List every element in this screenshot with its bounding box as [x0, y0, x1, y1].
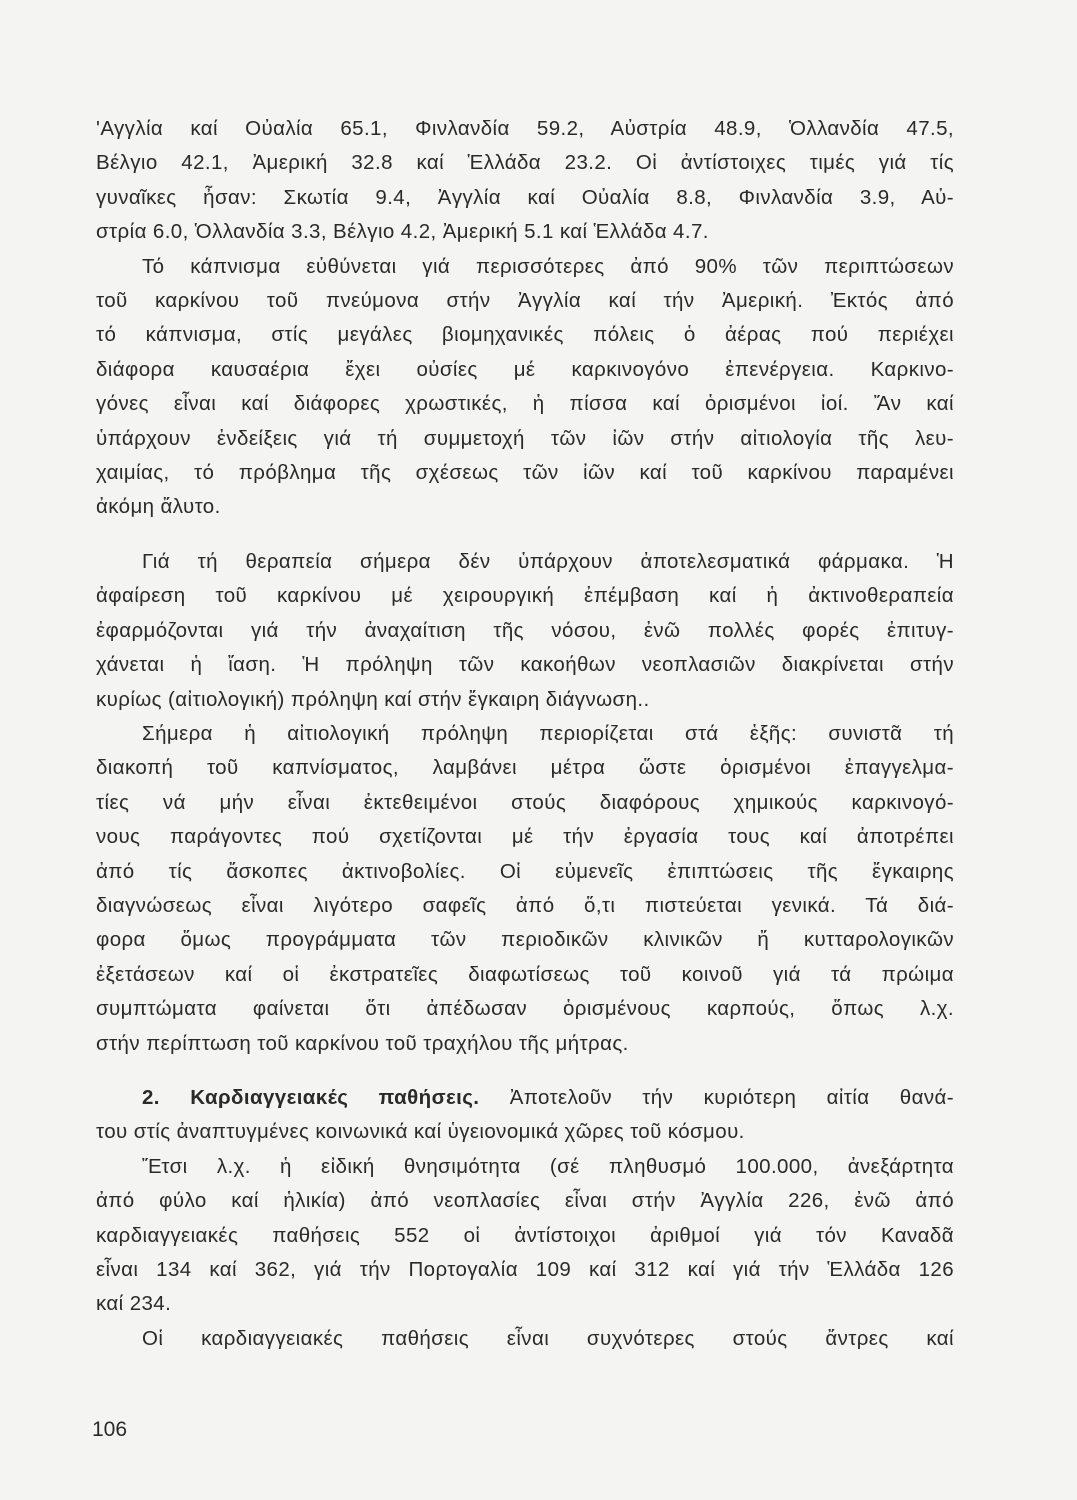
text-line	[96, 751, 954, 785]
line-text: ἀφαίρεση τοῦ καρκίνου μέ χειρουργική ἐπέμβαση καί ἡ ἀκτινοθεραπεία	[96, 584, 954, 608]
line-text: διακοπή τοῦ καπνίσματος, λαμβάνει μέτρα ὥστε ὁρισμένοι ἐπαγγελμα-	[96, 756, 954, 780]
line-text: κυρίως (αἰτιολογική) πρόληψη καί στήν ἔγκαιρη διάγνωση..	[96, 687, 650, 711]
line-text: χαιμίας, τό πρόβλημα τῆς σχέσεως τῶν ἰῶν καί τοῦ καρκίνου παραμένει	[96, 461, 954, 485]
text-line	[96, 855, 954, 889]
text-line	[96, 683, 954, 717]
line-text: ἀκόμη ἄλυτο.	[96, 495, 221, 519]
line-text: Γιά τή θεραπεία σήμερα δέν ὑπάρχουν ἀποτελεσματικά φάρμακα. Ἡ	[142, 549, 954, 573]
line-text: εἶναι 134 καί 362, γιά τήν Πορτογαλία 109 καί 312 καί γιά τήν Ἑλλάδα 126	[96, 1258, 954, 1281]
text-line	[96, 318, 954, 352]
text-line	[96, 1322, 954, 1356]
text-line	[96, 820, 954, 854]
line-text: νους παράγοντες πού σχετίζονται μέ τήν ἐργασία τους καί ἀποτρέπει	[96, 825, 954, 849]
line-text: ἐξετάσεων καί οἱ ἐκστρατεῖες διαφωτίσεως τοῦ κοινοῦ γιά τά πρώιμα	[96, 962, 954, 986]
line-text: φορα ὅμως προγράμματα τῶν περιοδικῶν κλινικῶν ἤ κυτταρολογικῶν	[96, 928, 954, 952]
text-line	[96, 1253, 954, 1287]
line-text: Βέλγιο 42.1, Ἀμερική 32.8 καί Ἑλλάδα 23.2. Οἱ ἀντίστοιχες τιμές γιά τίς	[96, 151, 954, 175]
line-text: διάφορα καυσαέρια ἔχει οὐσίες μέ καρκινογόνο ἐπενέργεια. Καρκινο-	[96, 357, 954, 381]
line-text: τό κάπνισμα, στίς μεγάλες βιομηχανικές πόλεις ὁ ἀέρας πού περιέχει	[96, 323, 954, 347]
paragraph-gap	[96, 1061, 954, 1081]
text-line	[96, 958, 954, 992]
text-line	[96, 146, 954, 180]
line-text: τίες νά μήν εἶναι ἐκτεθειμένοι στούς διαφόρους χημικούς καρκινογό-	[96, 790, 954, 814]
text-line	[96, 648, 954, 682]
line-text: Ἀποτελοῦν τήν κυριότερη αἰτία θανά-	[479, 1085, 954, 1109]
paragraph-gap	[96, 525, 954, 545]
page-text	[96, 112, 954, 1356]
paragraph	[96, 112, 954, 250]
line-text: ὑπάρχουν ἐνδείξεις γιά τή συμμετοχή τῶν ἰῶν στήν αἰτιολογία τῆς λευ-	[96, 426, 954, 450]
paragraph	[96, 1322, 954, 1356]
line-text: καί 234.	[96, 1292, 172, 1316]
text-line	[96, 923, 954, 957]
line-text: Τό κάπνισμα εὐθύνεται γιά περισσότερες ἀπό 90% τῶν περιπτώσεων	[142, 254, 954, 278]
line-text: Ἔτσι λ.χ. ἡ εἰδική θνησιμότητα (σέ πληθυσμό 100.000, ἀνεξάρτητα	[142, 1154, 954, 1178]
line-text: στήν περίπτωση τοῦ καρκίνου τοῦ τραχήλου τῆς μήτρας.	[96, 1031, 629, 1055]
text-line	[96, 786, 954, 820]
text-line	[96, 1115, 954, 1149]
line-text: ἐφαρμόζονται γιά τήν ἀναχαίτιση τῆς νόσου, ἐνῶ πολλές φορές ἐπιτυγ-	[96, 618, 954, 642]
text-line	[96, 1184, 954, 1218]
line-text: ἀπό φύλο καί ἡλικία) ἀπό νεοπλασίες εἶναι στήν Ἀγγλία 226, ἐνῶ ἀπό	[96, 1189, 954, 1213]
text-line	[96, 215, 954, 249]
text-line	[96, 1150, 954, 1184]
text-line	[96, 387, 954, 421]
line-text: Οἱ καρδιαγγειακές παθήσεις εἶναι συχνότερες στούς ἄντρες καί	[142, 1326, 954, 1350]
line-text: του στίς ἀναπτυγμένες κοινωνικά καί ὑγειονομικά χῶρες τοῦ κόσμου.	[96, 1120, 745, 1144]
text-line	[96, 1027, 954, 1061]
text-line	[96, 889, 954, 923]
paragraph	[96, 717, 954, 1061]
line-text: καρδιαγγειακές παθήσεις 552 οἱ ἀντίστοιχοι ἀριθμοί γιά τόν Καναδᾶ	[96, 1223, 954, 1247]
text-line	[96, 545, 954, 579]
line-text: στρία 6.0, Ὁλλανδία 3.3, Βέλγιο 4.2, Ἀμερική 5.1 καί Ἑλλάδα 4.7.	[96, 220, 709, 244]
text-line	[96, 579, 954, 613]
line-text: διαγνώσεως εἶναι λιγότερο σαφεῖς ἀπό ὅ,τι πιστεύεται γενικά. Τά διά-	[96, 893, 954, 917]
text-line	[96, 717, 954, 751]
line-text: γόνες εἶναι καί διάφορες χρωστικές, ἡ πίσσα καί ὁρισμένοι ἰοί. Ἄν καί	[96, 392, 954, 416]
text-line	[96, 112, 954, 146]
line-text: τοῦ καρκίνου τοῦ πνεύμονα στήν Ἀγγλία καί τήν Ἀμερική. Ἐκτός ἀπό	[96, 289, 954, 313]
section-heading: 2. Καρδιαγγειακές παθήσεις.	[142, 1085, 480, 1109]
text-line	[96, 456, 954, 490]
line-text: συμπτώματα φαίνεται ὅτι ἀπέδωσαν ὁρισμένους καρπούς, ὅπως λ.χ.	[96, 997, 954, 1021]
paragraph	[96, 545, 954, 717]
text-line	[96, 353, 954, 387]
text-line	[96, 1219, 954, 1253]
text-line	[96, 422, 954, 456]
paragraph	[96, 1150, 954, 1322]
text-line	[96, 181, 954, 215]
line-text: γυναῖκες ἦσαν: Σκωτία 9.4, Ἀγγλία καί Οὐαλία 8.8, Φινλανδία 3.9, Αὐ-	[96, 185, 954, 209]
text-line	[96, 614, 954, 648]
text-line	[96, 490, 954, 524]
paragraph	[96, 250, 954, 525]
line-text: 'Αγγλία καί Οὐαλία 65.1, Φινλανδία 59.2, Αὐστρία 48.9, Ὁλλανδία 47.5,	[96, 117, 954, 140]
line-text: Σήμερα ἡ αἰτιολογική πρόληψη περιορίζεται στά ἑξῆς: συνιστᾶ τή	[142, 721, 954, 745]
line-text: ἀπό τίς ἄσκοπες ἀκτινοβολίες. Οἱ εὐμενεῖς ἐπιπτώσεις τῆς ἔγκαιρης	[96, 859, 954, 883]
text-line	[96, 284, 954, 318]
text-line	[96, 250, 954, 284]
paragraph	[96, 1081, 954, 1150]
line-text: χάνεται ἡ ἴαση. Ἡ πρόληψη τῶν κακοήθων νεοπλασιῶν διακρίνεται στήν	[96, 653, 954, 677]
text-line	[96, 1287, 954, 1321]
text-line	[96, 1081, 954, 1115]
page-number: 106	[92, 1418, 128, 1441]
text-line	[96, 992, 954, 1026]
